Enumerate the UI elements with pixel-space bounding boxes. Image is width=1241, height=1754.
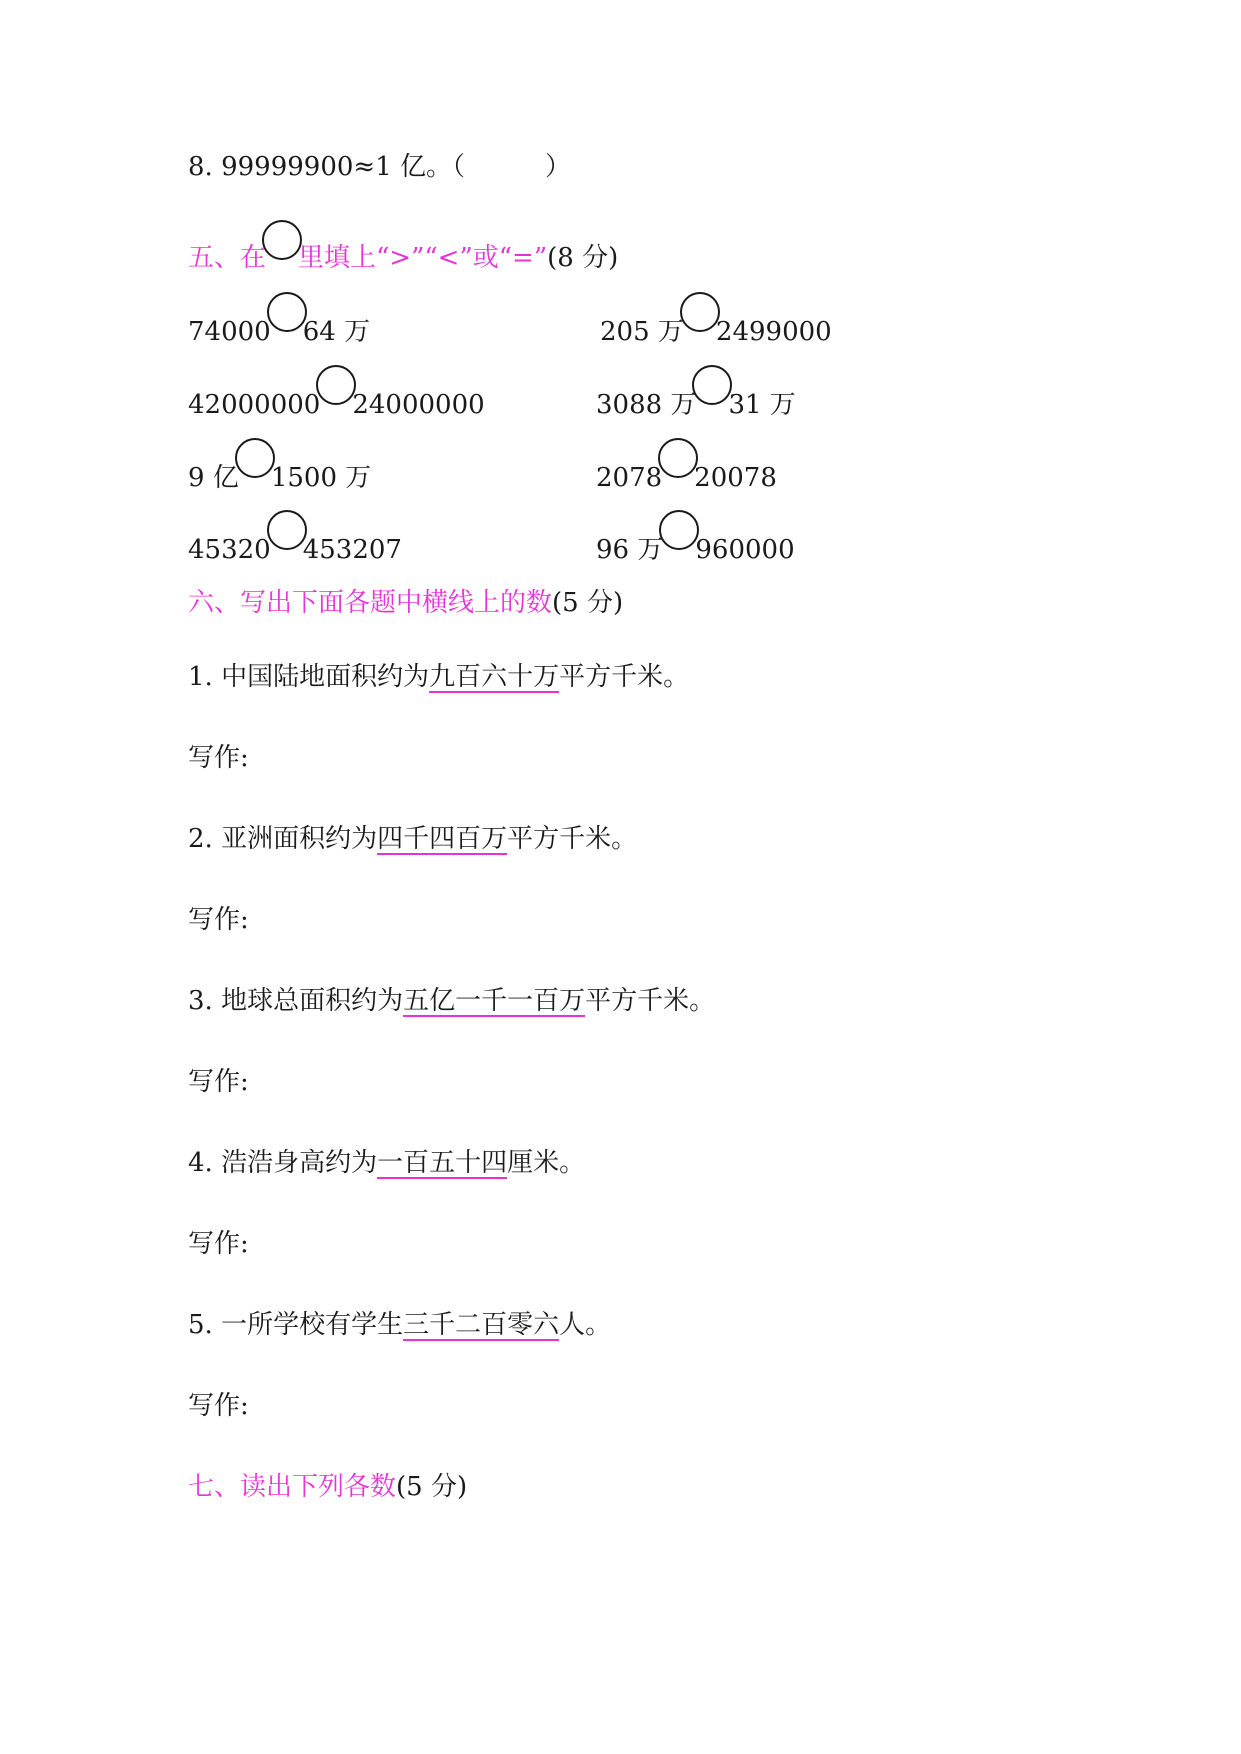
item-pre: 3. 地球总面积约为 bbox=[188, 986, 404, 1016]
comparison-circle[interactable] bbox=[659, 510, 699, 550]
section-5-score: (8 分) bbox=[547, 243, 619, 273]
section-7-title: 七、读出下列各数 bbox=[188, 1472, 397, 1502]
write-answer-line[interactable] bbox=[188, 1389, 249, 1423]
section-6-score: (5 分) bbox=[552, 588, 624, 618]
item-8-text: 8. 99999900≈1 亿。（ bbox=[188, 152, 465, 182]
write-label: 写作: bbox=[188, 1229, 249, 1259]
comparison-item bbox=[188, 365, 485, 422]
comparison-item bbox=[596, 365, 796, 422]
comparison-left: 3088 万 bbox=[596, 390, 697, 420]
write-answer-line[interactable] bbox=[188, 741, 249, 775]
comparison-left: 9 亿 bbox=[188, 463, 239, 493]
write-answer-line[interactable] bbox=[188, 1065, 249, 1099]
underlined-number-words: 三千二百零六 bbox=[403, 1310, 560, 1340]
underlined-number-words: 五亿一千一百万 bbox=[403, 986, 586, 1016]
comparison-circle[interactable] bbox=[316, 365, 356, 405]
comparison-circle[interactable] bbox=[267, 510, 307, 550]
comparison-right: 20078 bbox=[694, 463, 777, 493]
section-6-item-4 bbox=[188, 1146, 585, 1180]
comparison-item bbox=[188, 510, 402, 567]
underlined-number-words: 四千四百万 bbox=[377, 824, 508, 854]
write-label: 写作: bbox=[188, 905, 249, 935]
comparison-right: 24000000 bbox=[352, 390, 485, 420]
comparison-right: 453207 bbox=[302, 535, 402, 565]
item-post: 厘米。 bbox=[507, 1148, 586, 1178]
section-5-heading bbox=[188, 220, 618, 275]
section-7-score: (5 分) bbox=[396, 1472, 468, 1502]
item-post: 人。 bbox=[559, 1310, 612, 1340]
comparison-right: 2499000 bbox=[715, 317, 832, 347]
comparison-right: 1500 万 bbox=[270, 463, 372, 493]
write-label: 写作: bbox=[188, 1067, 249, 1097]
comparison-item bbox=[596, 438, 777, 495]
comparison-left: 42000000 bbox=[188, 390, 321, 420]
write-answer-line[interactable] bbox=[188, 903, 249, 937]
comparison-item bbox=[188, 292, 370, 349]
circle-icon bbox=[262, 220, 302, 260]
section-6-item-5 bbox=[188, 1308, 611, 1342]
comparison-circle[interactable] bbox=[235, 438, 275, 478]
write-label: 写作: bbox=[188, 743, 249, 773]
comparison-left: 74000 bbox=[188, 317, 271, 347]
item-pre: 2. 亚洲面积约为 bbox=[188, 824, 378, 854]
comparison-item bbox=[600, 292, 832, 349]
comparison-circle[interactable] bbox=[658, 438, 698, 478]
item-post: 平方千米。 bbox=[507, 824, 638, 854]
section-7-heading bbox=[188, 1470, 467, 1504]
section-6-heading bbox=[188, 586, 623, 620]
section-6-item-3 bbox=[188, 984, 715, 1018]
section-6-item-2 bbox=[188, 822, 637, 856]
section-6-title: 六、写出下面各题中横线上的数 bbox=[188, 588, 553, 618]
write-label: 写作: bbox=[188, 1391, 249, 1421]
item-post: 平方千米。 bbox=[585, 986, 716, 1016]
item-post: 平方千米。 bbox=[559, 662, 690, 692]
section-6-item-1 bbox=[188, 660, 689, 694]
item-8-close: ） bbox=[545, 152, 572, 182]
comparison-right: 960000 bbox=[695, 535, 795, 565]
section-5-title-post: 里填上“>”“<”或“=” bbox=[298, 243, 548, 273]
comparison-left: 96 万 bbox=[596, 535, 664, 565]
comparison-circle[interactable] bbox=[680, 292, 720, 332]
write-answer-line[interactable] bbox=[188, 1227, 249, 1261]
comparison-circle[interactable] bbox=[692, 365, 732, 405]
comparison-left: 2078 bbox=[596, 463, 663, 493]
item-pre: 4. 浩浩身高约为 bbox=[188, 1148, 378, 1178]
comparison-circle[interactable] bbox=[267, 292, 307, 332]
item-pre: 1. 中国陆地面积约为 bbox=[188, 662, 430, 692]
comparison-item bbox=[596, 510, 795, 567]
true-false-item-8 bbox=[188, 150, 571, 184]
comparison-left: 45320 bbox=[188, 535, 271, 565]
comparison-item bbox=[188, 438, 371, 495]
item-pre: 5. 一所学校有学生 bbox=[188, 1310, 404, 1340]
comparison-right: 31 万 bbox=[728, 390, 796, 420]
section-5-title-pre: 五、在 bbox=[188, 243, 267, 273]
underlined-number-words: 一百五十四 bbox=[377, 1148, 508, 1178]
comparison-right: 64 万 bbox=[302, 317, 371, 347]
comparison-left: 205 万 bbox=[600, 317, 684, 347]
underlined-number-words: 九百六十万 bbox=[429, 662, 560, 692]
